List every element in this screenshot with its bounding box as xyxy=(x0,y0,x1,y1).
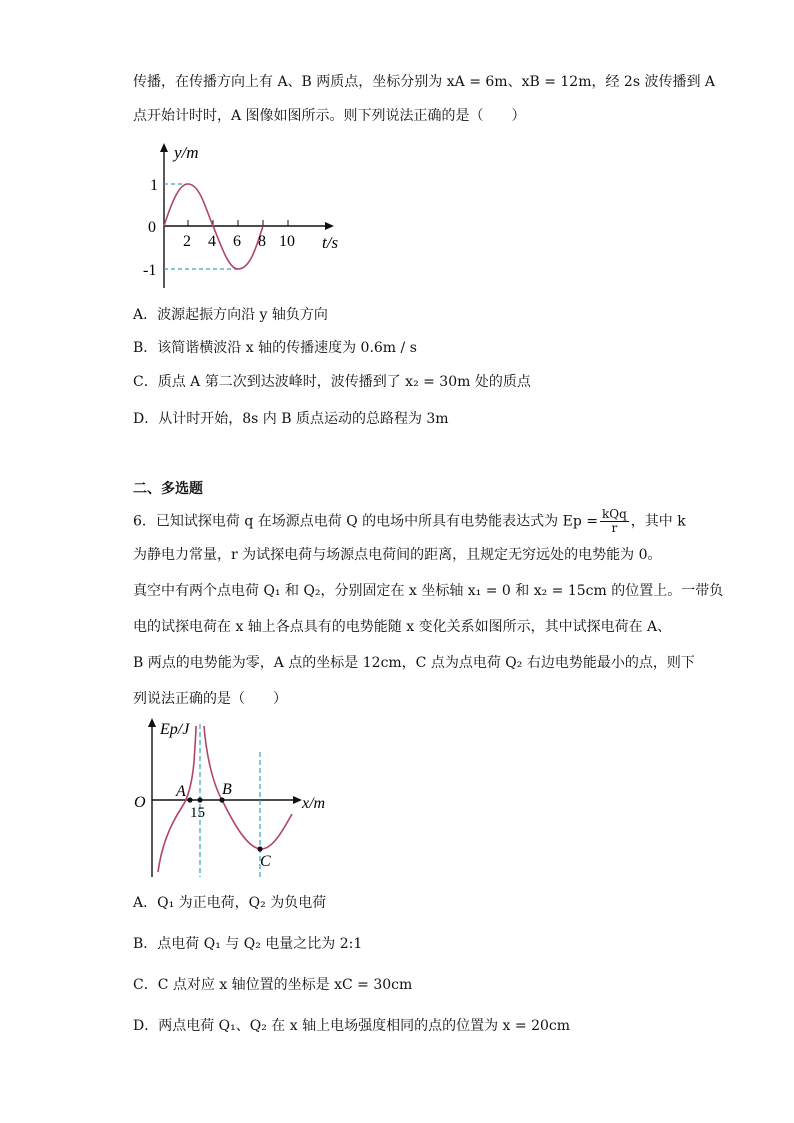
q5-oscillation-graph xyxy=(140,140,355,295)
q6-y-label: Ep/J xyxy=(160,721,190,738)
q5-option-b: B．该简谐横波沿 x 轴的传播速度为 0.6m / s xyxy=(133,340,417,356)
q6-line-5: B 两点的电势能为零，A 点的坐标是 12cm，C 点为点电荷 Q₂ 右边电势能最小的点，则下 xyxy=(133,655,695,671)
q5-x-label: t/s xyxy=(322,233,339,252)
q6-line-3: 真空中有两个点电荷 Q₁ 和 Q₂，分别固定在 x 坐标轴 x₁ = 0 和 x₂ = 15cm 的位置上。一带负 xyxy=(133,583,724,599)
q6-line-1-suffix: ，其中 k xyxy=(630,513,686,530)
q6-fraction-denominator: r xyxy=(611,521,618,535)
q6-point-b xyxy=(219,797,224,802)
q6-line-2: 为静电力常量，r 为试探电荷与场源点电荷间的距离，且规定无穷远处的电势能为 0。 xyxy=(133,547,662,563)
q5-x-tick-10: 10 xyxy=(279,233,295,250)
q5-x-tick-8: 8 xyxy=(258,233,266,250)
q5-y-tick-neg1: -1 xyxy=(143,262,157,279)
q6-y-axis-arrow xyxy=(148,718,156,727)
section-heading-multiple-choice: 二、多选题 xyxy=(133,481,203,497)
q5-x-axis-arrow xyxy=(325,222,334,230)
q5-origin: 0 xyxy=(148,219,156,236)
q6-line-4: 电的试探电荷在 x 轴上各点具有的电势能随 x 变化关系如图所示，其中试探电荷在 A、 xyxy=(133,619,672,635)
q5-option-c: C．质点 A 第二次到达波峰时，波传播到了 x₂ = 30m 处的质点 xyxy=(133,374,531,390)
q6-label-c: C xyxy=(260,853,271,870)
q6-label-b: B xyxy=(222,781,232,798)
q6-option-a: A．Q₁ 为正电荷，Q₂ 为负电荷 xyxy=(133,895,327,911)
q5-option-a: A．波源起振方向沿 y 轴负方向 xyxy=(133,307,328,323)
q6-option-c: C．C 点对应 x 轴位置的坐标是 xC = 30cm xyxy=(133,977,413,993)
q5-y-axis-arrow xyxy=(160,143,168,152)
q5-y-label: y/m xyxy=(174,143,199,162)
q6-label-a: A xyxy=(176,783,186,800)
q6-tick-15: 15 xyxy=(190,805,205,821)
q5-option-d: D．从计时开始，8s 内 B 质点运动的总路程为 3m xyxy=(133,411,449,427)
q5-line-2: 点开始计时时，A 图像如图所示。则下列说法正确的是（ ） xyxy=(133,108,526,124)
q6-point-15 xyxy=(197,797,202,802)
q6-x-label: x/m xyxy=(302,795,326,812)
q6-line-1-prefix: 6．已知试探电荷 q 在场源点电荷 Q 的电场中所具有电势能表达式为 Ep = xyxy=(133,513,598,530)
q6-point-a xyxy=(187,797,192,802)
q5-line-1: 传播，在传播方向上有 A、B 两质点，坐标分别为 xA = 6m、xB = 12m，经 2s 波传播到 A xyxy=(133,74,716,90)
q5-x-tick-6: 6 xyxy=(233,233,241,250)
q5-x-tick-2: 2 xyxy=(183,233,191,250)
q6-option-d: D．两点电荷 Q₁、Q₂ 在 x 轴上电场强度相同的点的位置为 x = 20cm xyxy=(133,1018,571,1034)
q5-x-tick-4: 4 xyxy=(208,233,216,250)
q6-fraction xyxy=(600,508,629,535)
q6-x-axis-arrow xyxy=(293,796,302,804)
q6-option-b: B．点电荷 Q₁ 与 Q₂ 电量之比为 2:1 xyxy=(133,936,363,952)
q6-line-6: 列说法正确的是（ ） xyxy=(133,691,287,707)
q6-potential-energy-graph xyxy=(130,712,340,882)
q6-line-1 xyxy=(133,508,693,535)
q6-point-c xyxy=(257,846,262,851)
q6-fraction-numerator: kQq xyxy=(601,507,627,521)
q6-origin: O xyxy=(134,794,146,811)
q5-y-tick-1: 1 xyxy=(150,177,158,194)
q6-right-branch-curve xyxy=(204,726,292,849)
